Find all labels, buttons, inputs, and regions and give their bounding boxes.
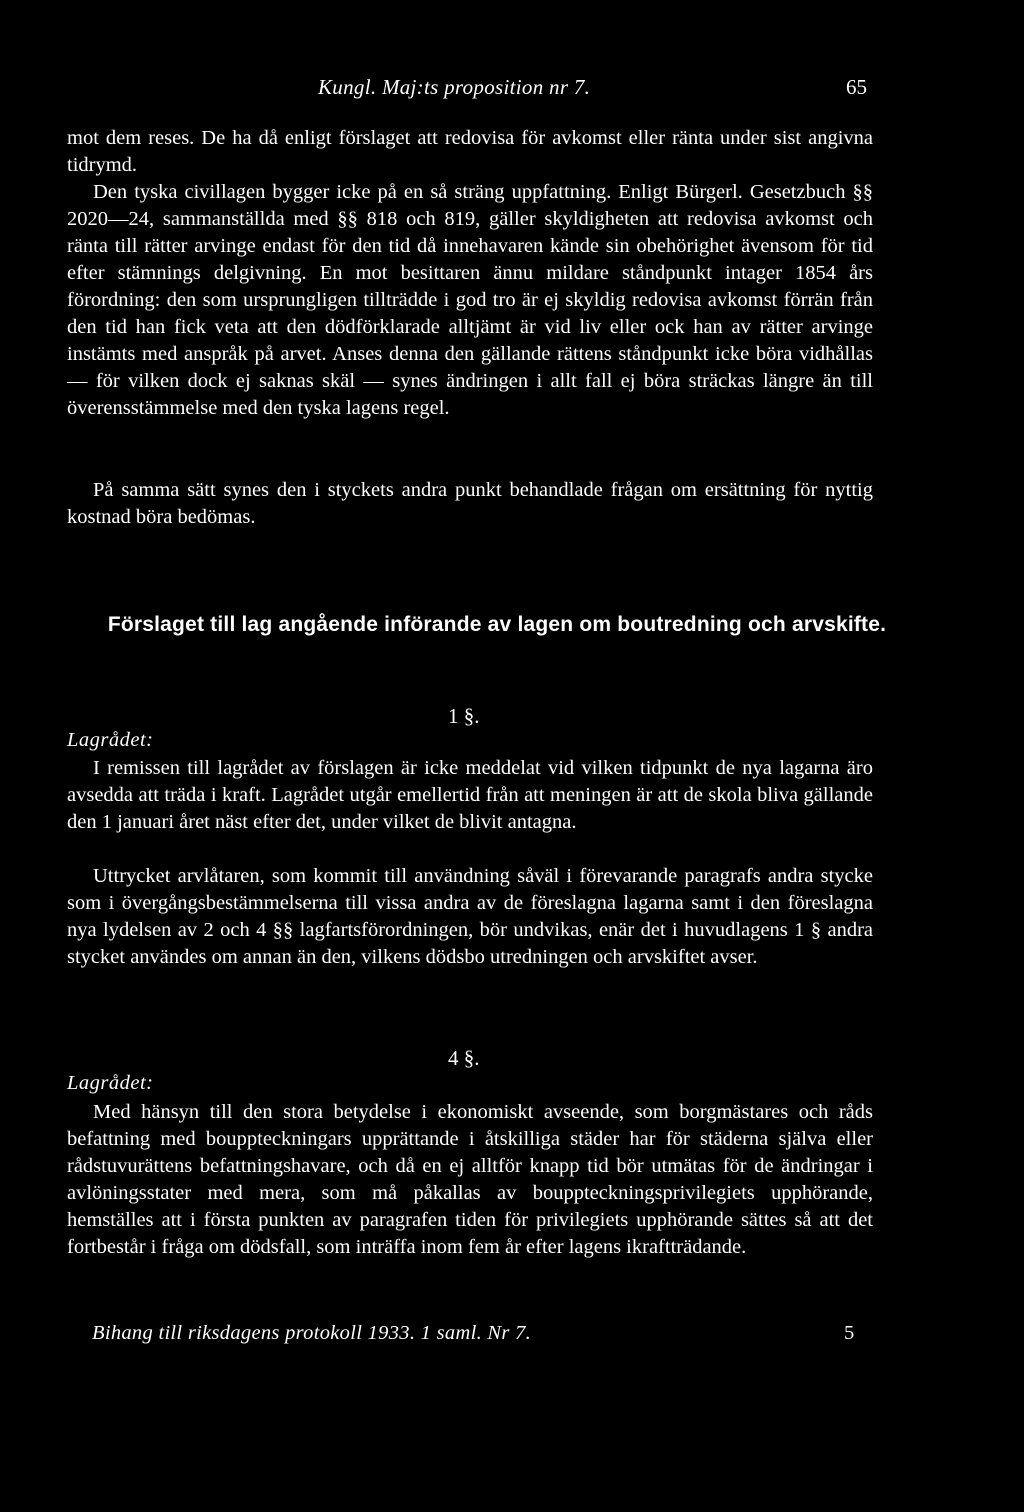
footer-signature-line: Bihang till riksdagens protokoll 1933. 1 saml. Nr 7. <box>92 1322 532 1344</box>
paragraph-number-4: 4 §. <box>448 1046 480 1070</box>
page-header <box>0 75 1024 107</box>
para1-text-a: I remissen till lagrådet av förslagen är icke meddelat vid vilken tidpunkt de nya lagarna äro avsedda att träda i kraft. Lagrådet utgår emellertid från att meningen är att de skola bliva gällande den 1 januari året näst efter det, under vilket de blivit antagna. <box>67 757 873 833</box>
page-number: 65 <box>846 75 867 99</box>
running-title: Kungl. Maj:ts proposition nr 7. <box>318 75 591 99</box>
paragraph-compensation: På samma sätt synes den i styckets andra punkt behandlade frågan om ersättning för nyttig kostnad böra bedömas. <box>67 479 873 528</box>
section-heading: Förslaget till lag angående införande av lagen om boutredning och arvskifte. <box>107 613 887 636</box>
paragraph-intro: mot dem reses. De ha då enligt förslaget att redovisa för avkomst eller ränta under sist angivna tidrymd. <box>67 127 873 176</box>
para1-text-b: Uttrycket arvlåtaren, som kommit till användning såväl i förevarande paragrafs andra stycke som i övergångsbestämmelserna till vissa andra av de föreslagna lagarna samt i den föreslagna nya lydelsen av 2 och 4 §§ lagfartsförordningen, bör undvikas, enär det i huvudlagens 1 § andra stycket användes om annan än den, vilkens dödsbo utredningen och arvskiftet avser. <box>67 865 873 968</box>
paragraph-number-1: 1 §. <box>448 704 480 728</box>
paragraph-german-law: Den tyska civillagen bygger icke på en så sträng uppfattning. Enligt Bürgerl. Gesetzbuch §§ 2020—24, sammanställda med §§ 818 och 819, gäller skyldigheten att redovisa avkomst och ränta till rätter arvinge endast för den tid då innehavaren kände sin obehörighet ävensom för tid efter stämnings delgivning. En mot besittaren ännu mildare ståndpunkt intager 1854 års förordning: den som ursprungligen tillträdde i god tro är ej skyldig redovisa avkomst förrän från den tid han fick veta att den dödförklarade alltjämt är vid liv eller ock han av rätter arvinge instämts med anspråk på arvet. Anses denna den gällande rättens ståndpunkt icke böra vidhållas — för vilken dock ej saknas skäl — synes ändringen i allt fall ej böra sträckas längre än till överensstämmelse med den tyska lagens regel. <box>67 181 873 419</box>
page-footer <box>0 1322 1024 1354</box>
para4-text-a: Med hänsyn till den stora betydelse i ekonomiskt avseende, som borgmästares och råds befattning med bouppteckningars upprättande i åtskilliga städer har för städerna själva eller rådstuvurättens befattningshavare, och då en ej alltför knapp tid bör utmätas för de ändringar i avlöningsstater med mera, som må påkallas av bouppteckningsprivilegiets upphörande, hemställes att i första punkten av paragrafen tiden för privilegiets upphörande sättes så att det fortbestår i fråga om dödsfall, som inträffa inom fem år efter lagens ikraftträdande. <box>67 1101 873 1258</box>
lagradet-label-1: Lagrådet: <box>67 729 154 751</box>
lagradet-label-4: Lagrådet: <box>67 1072 154 1094</box>
footer-sheet-number: 5 <box>844 1322 855 1344</box>
